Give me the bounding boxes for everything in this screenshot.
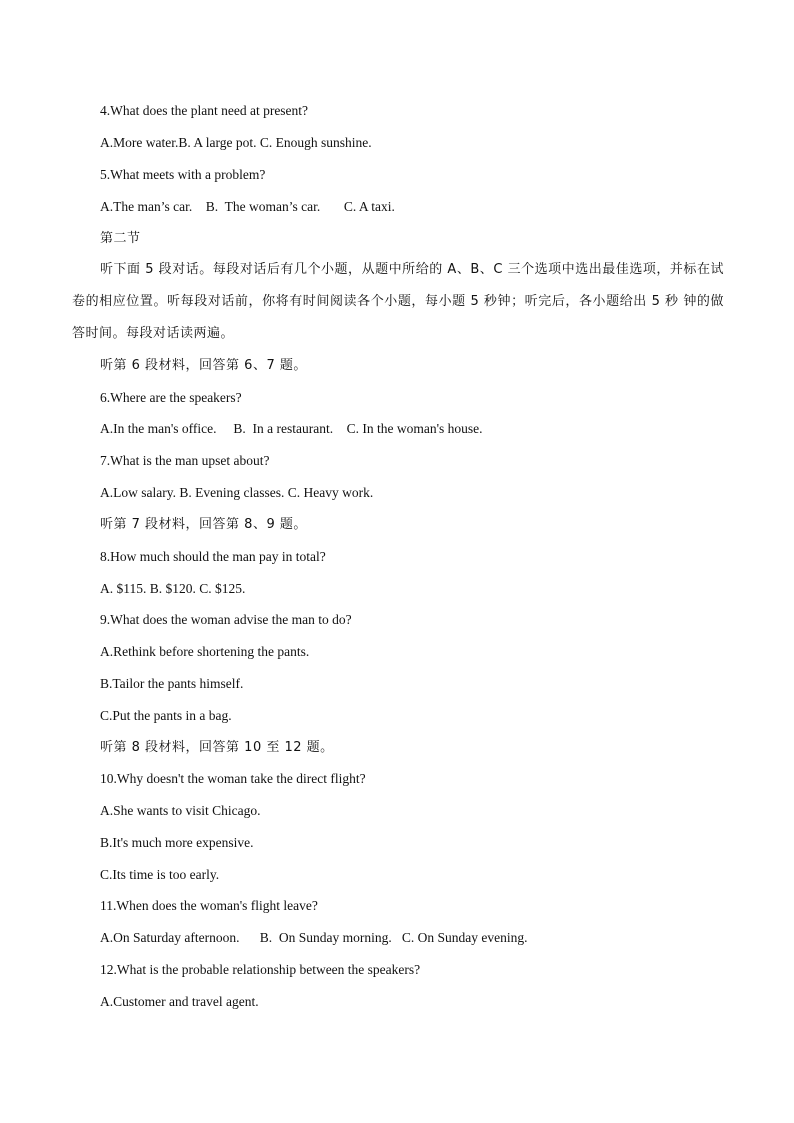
question-9-option-c: C.Put the pants in a bag. bbox=[100, 708, 232, 723]
question-9-option-b: B.Tailor the pants himself. bbox=[100, 676, 244, 691]
question-4-options: A.More water.B. A large pot. C. Enough sunshine. bbox=[100, 135, 372, 150]
material-7-heading: 听第 7 段材料，回答第 8、9 题。 bbox=[100, 517, 307, 532]
question-9: 9.What does the woman advise the man to do? bbox=[100, 612, 352, 627]
question-8: 8.How much should the man pay in total? bbox=[100, 549, 326, 564]
question-6: 6.Where are the speakers? bbox=[100, 390, 242, 405]
question-12: 12.What is the probable relationship between the speakers? bbox=[100, 962, 421, 977]
question-12-option-a: A.Customer and travel agent. bbox=[100, 994, 259, 1009]
question-6-options: A.In the man's office. B. In a restaurant. C. In the woman's house. bbox=[100, 421, 483, 436]
question-5: 5.What meets with a problem? bbox=[100, 167, 266, 182]
question-5-options: A.The man’s car. B. The woman’s car. C. A taxi. bbox=[100, 199, 395, 214]
question-10-option-c: C.Its time is too early. bbox=[100, 867, 220, 882]
question-7: 7.What is the man upset about? bbox=[100, 453, 270, 468]
section-2-title: 第二节 bbox=[100, 231, 141, 246]
material-6-heading: 听第 6 段材料，回答第 6、7 题。 bbox=[100, 358, 307, 373]
question-11: 11.When does the woman's flight leave? bbox=[100, 898, 318, 913]
question-10-option-b: B.It's much more expensive. bbox=[100, 835, 254, 850]
question-10: 10.Why doesn't the woman take the direct flight? bbox=[100, 771, 366, 786]
question-9-option-a: A.Rethink before shortening the pants. bbox=[100, 644, 310, 659]
section-2-instructions: 听下面 5 段对话。每段对话后有几个小题，从题中所给的 A、B、C 三个选项中选出最佳选项，并标在试卷的相应位置。听每段对话前，你将有时间阅读各个小题，每小题 5 秒钟；听完后，各小题给出 5 秒 钟的做答时间。每段对话读两遍。 bbox=[72, 262, 724, 341]
question-10-option-a: A.She wants to visit Chicago. bbox=[100, 803, 261, 818]
question-8-options: A. $115. B. $120. C. $125. bbox=[100, 581, 246, 596]
question-7-options: A.Low salary. B. Evening classes. C. Heavy work. bbox=[100, 485, 374, 500]
material-8-heading: 听第 8 段材料，回答第 10 至 12 题。 bbox=[100, 740, 334, 755]
question-4: 4.What does the plant need at present? bbox=[100, 103, 309, 118]
question-11-options: A.On Saturday afternoon. B. On Sunday morning. C. On Sunday evening. bbox=[100, 930, 528, 945]
